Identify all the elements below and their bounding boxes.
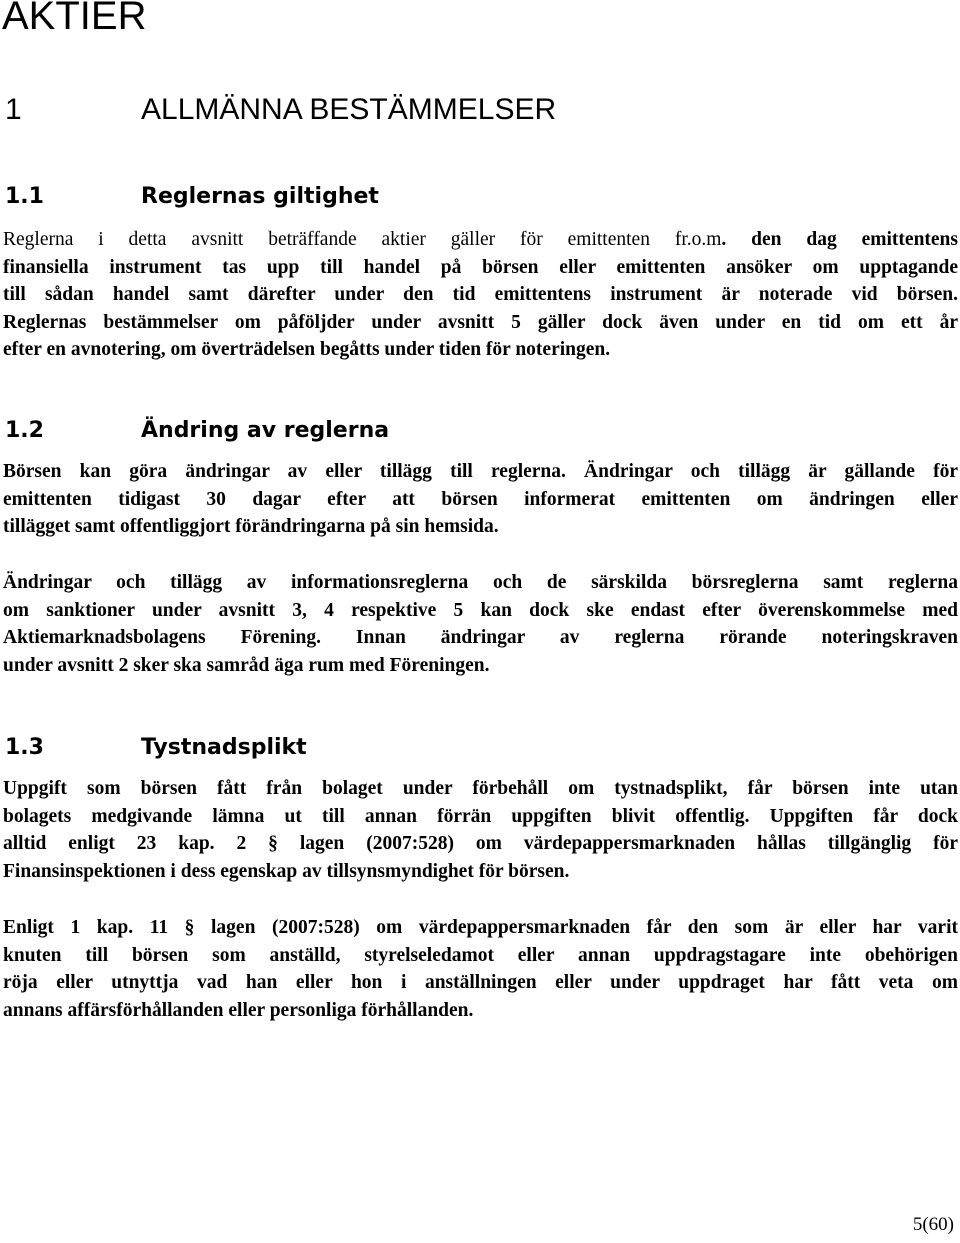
paragraph-line: alltid enligt 23 kap. 2 § lagen (2007:528) om värdepappersmarknaden hållas tillgänglig för	[3, 833, 958, 855]
paragraph-line: knuten till börsen som anställd, styrelseledamot eller annan uppdragstagare inte obehörigen	[3, 944, 958, 966]
subsection-title: Tystnadsplikt	[141, 735, 307, 760]
paragraph-line: Finansinspektionen i dess egenskap av tillsynsmyndighet för börsen.	[3, 860, 570, 882]
subsection-heading-1-1	[5, 182, 379, 212]
paragraph-line: annans affärsförhållanden eller personliga förhållanden.	[3, 999, 474, 1021]
paragraph-line: om sanktioner under avsnitt 3, 4 respektive 5 kan dock ske endast efter överenskommelse med	[3, 599, 958, 621]
paragraph-line: finansiella instrument tas upp till handel på börsen eller emittenten ansöker om upptagande	[3, 256, 958, 278]
paragraph-line: efter en avnotering, om överträdelsen begåtts under tiden för noteringen.	[3, 339, 611, 361]
paragraph-line: Enligt 1 kap. 11 § lagen (2007:528) om värdepappersmarknaden får den som är eller har varit	[3, 917, 958, 938]
paragraph-line: emittenten tidigast 30 dagar efter att börsen informerat emittenten om ändringen eller	[3, 488, 958, 510]
page-number: 5(60)	[912, 1214, 954, 1235]
subsection-heading-1-2	[5, 416, 389, 446]
text-run-regular: Reglerna i detta avsnitt beträffande aktier gäller för emittenten fr.o.m	[3, 229, 722, 250]
paragraph-line: bolagets medgivande lämna ut till annan förrän uppgiften blivit offentlig. Uppgiften får dock	[3, 805, 958, 827]
document-title: AKTIER	[2, 0, 147, 38]
subsection-number: 1.1	[5, 184, 44, 209]
paragraph-andring-2	[3, 569, 958, 679]
paragraph-line: Aktiemarknadsbolagens Förening. Innan ändringar av reglerna rörande noteringskraven	[3, 627, 958, 649]
paragraph-line: till sådan handel samt därefter under den tid emittentens instrument är noterade vid börsen.	[3, 284, 958, 306]
subsection-heading-1-3	[5, 733, 307, 763]
subsection-title: Ändring av reglerna	[141, 418, 390, 443]
paragraph-line	[3, 226, 958, 254]
paragraph-giltighet	[3, 226, 958, 364]
paragraph-andring-1	[3, 458, 958, 541]
subsection-number: 1.2	[5, 418, 44, 443]
paragraph-tystnadsplikt-1	[3, 775, 958, 885]
paragraph-line: röja eller utnyttja vad han eller hon i anställningen eller under uppdraget har fått veta om	[3, 972, 958, 994]
paragraph-line: Ändringar och tillägg av informationsreglerna och de särskilda börsreglerna samt reglerna	[3, 572, 958, 593]
text-run-bold: . den dag emittentens	[721, 229, 958, 250]
section-title: ALLMÄNNA BESTÄMMELSER	[141, 93, 557, 126]
paragraph-tystnadsplikt-2	[3, 914, 958, 1024]
paragraph-line: Uppgift som börsen fått från bolaget under förbehåll om tystnadsplikt, får börsen inte utan	[3, 778, 958, 799]
section-number: 1	[5, 93, 22, 126]
paragraph-line: Börsen kan göra ändringar av eller tillägg till reglerna. Ändringar och tillägg är gällande för	[3, 461, 958, 482]
subsection-number: 1.3	[5, 735, 44, 760]
paragraph-line: under avsnitt 2 sker ska samråd äga rum med Föreningen.	[3, 654, 490, 676]
subsection-title: Reglernas giltighet	[141, 184, 379, 209]
paragraph-line: Reglernas bestämmelser om påföljder under avsnitt 5 gäller dock även under en tid om ett år	[3, 311, 958, 333]
section-heading	[5, 90, 556, 130]
paragraph-line: tillägget samt offentliggjort förändringarna på sin hemsida.	[3, 516, 499, 538]
